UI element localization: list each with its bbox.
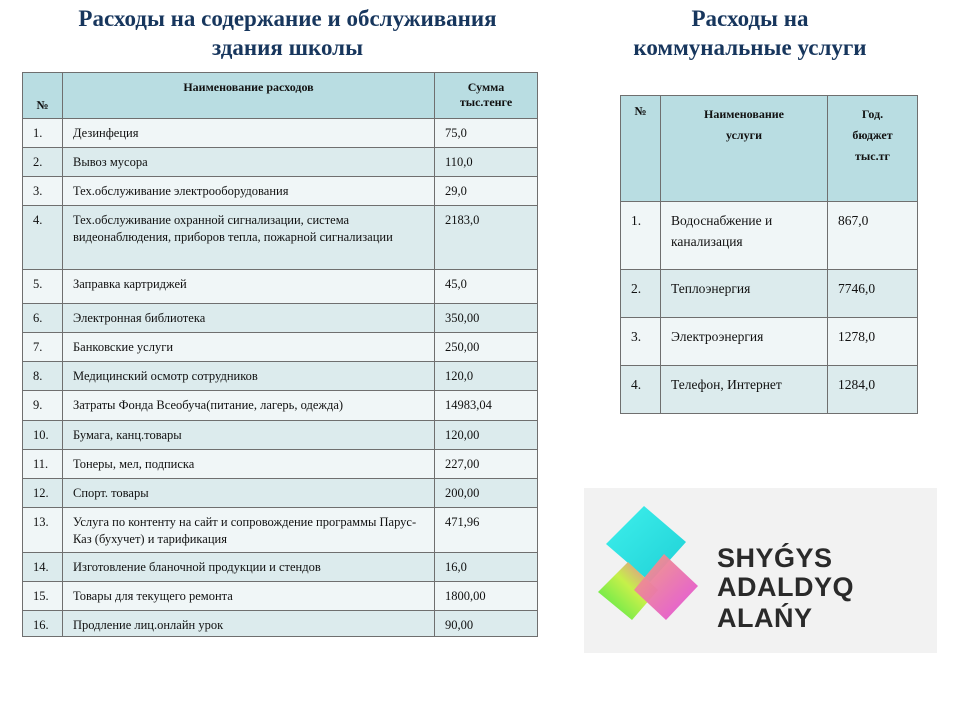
- row-service-budget-cell: [828, 366, 918, 414]
- header-num: №: [621, 96, 661, 202]
- header-budget-line3: тыс.тг: [855, 149, 890, 163]
- row-expense-sum: 2183,0: [445, 213, 480, 227]
- right-title-line1: Расходы на: [691, 6, 809, 31]
- table-row: [23, 553, 538, 582]
- row-number-cell: [23, 362, 63, 391]
- row-number: 4.: [33, 213, 43, 227]
- row-expense-sum-cell: [435, 553, 538, 582]
- table-row: [23, 362, 538, 391]
- row-expense-name: Заправка картриджей: [73, 277, 187, 291]
- row-expense-name: Тех.обслуживание охранной сигнализации, система видеонаблюдения, приборов тепла, пожарной сигнализации: [73, 213, 393, 244]
- logo-banner: [584, 488, 937, 653]
- row-expense-name-cell: [63, 421, 435, 450]
- row-expense-name-cell: [63, 148, 435, 177]
- row-expense-sum: 200,00: [445, 486, 480, 500]
- row-expense-name: Тонеры, мел, подписка: [73, 457, 195, 471]
- table-row: [23, 479, 538, 508]
- row-expense-sum: 90,00: [445, 618, 474, 632]
- row-number: 4.: [631, 377, 642, 392]
- header-name-line1: Наименование: [704, 107, 784, 121]
- row-expense-name: Бумага, канц.товары: [73, 428, 182, 442]
- row-expense-sum: 471,96: [445, 515, 480, 529]
- row-expense-name-cell: [63, 177, 435, 206]
- table-row: [621, 318, 918, 366]
- row-expense-sum-cell: [435, 611, 538, 637]
- row-expense-name: Услуга по контенту на сайт и сопровождение программы Парус-Каз (бухучет) и тарификация: [73, 515, 417, 546]
- table-row: [23, 177, 538, 206]
- row-expense-name: Вывоз мусора: [73, 155, 148, 169]
- maintenance-expenses-table: [22, 72, 538, 637]
- row-expense-sum: 45,0: [445, 277, 467, 291]
- row-service-budget: 7746,0: [838, 281, 876, 296]
- row-number-cell: [23, 148, 63, 177]
- row-number-cell: [621, 202, 661, 270]
- table-row: [23, 450, 538, 479]
- row-service-budget: 867,0: [838, 213, 869, 228]
- row-number-cell: [23, 391, 63, 421]
- row-service-budget-cell: [828, 318, 918, 366]
- row-expense-sum-cell: [435, 479, 538, 508]
- row-service-budget-cell: [828, 202, 918, 270]
- row-number: 7.: [33, 340, 43, 354]
- left-title-line1: Расходы на содержание и обслуживания: [78, 6, 497, 31]
- row-number: 1.: [631, 213, 642, 228]
- row-number-cell: [621, 366, 661, 414]
- row-expense-sum: 1800,00: [445, 589, 486, 603]
- row-expense-name-cell: [63, 582, 435, 611]
- row-expense-sum: 350,00: [445, 311, 480, 325]
- row-expense-sum-cell: [435, 362, 538, 391]
- row-number: 2.: [631, 281, 642, 296]
- row-expense-sum-cell: [435, 450, 538, 479]
- table-row: [23, 391, 538, 421]
- table-row: [23, 206, 538, 270]
- header-name: Наименование расходов: [63, 73, 435, 119]
- row-service-name: Теплоэнергия: [671, 281, 751, 296]
- row-expense-name-cell: [63, 479, 435, 508]
- row-number-cell: [23, 450, 63, 479]
- row-number-cell: [23, 479, 63, 508]
- row-number: 5.: [33, 277, 43, 291]
- row-number: 15.: [33, 589, 49, 603]
- row-number: 3.: [33, 184, 43, 198]
- row-number: 11.: [33, 457, 49, 471]
- row-service-budget: 1278,0: [838, 329, 876, 344]
- row-expense-sum-cell: [435, 206, 538, 270]
- table-row: [23, 611, 538, 637]
- row-number-cell: [23, 582, 63, 611]
- row-expense-name-cell: [63, 362, 435, 391]
- row-service-name-cell: [661, 270, 828, 318]
- row-expense-sum-cell: [435, 148, 538, 177]
- row-number-cell: [23, 553, 63, 582]
- row-number: 13.: [33, 515, 49, 529]
- row-expense-name: Затраты Фонда Всеобуча(питание, лагерь, одежда): [73, 398, 344, 412]
- row-service-name-cell: [661, 202, 828, 270]
- row-expense-sum: 110,0: [445, 155, 473, 169]
- row-expense-name-cell: [63, 333, 435, 362]
- row-number: 10.: [33, 428, 49, 442]
- header-num: №: [23, 73, 63, 119]
- row-expense-sum-cell: [435, 304, 538, 333]
- row-expense-sum: 120,0: [445, 369, 474, 383]
- row-number: 8.: [33, 369, 43, 383]
- row-number: 1.: [33, 126, 43, 140]
- table-header-row: [621, 96, 918, 202]
- row-service-name-cell: [661, 366, 828, 414]
- row-expense-sum: 16,0: [445, 560, 467, 574]
- row-number: 14.: [33, 560, 49, 574]
- row-expense-sum-cell: [435, 270, 538, 304]
- row-expense-sum-cell: [435, 333, 538, 362]
- row-expense-sum: 120,00: [445, 428, 480, 442]
- row-expense-name: Банковские услуги: [73, 340, 174, 354]
- row-service-name: Телефон, Интернет: [671, 377, 782, 392]
- row-expense-name-cell: [63, 391, 435, 421]
- table-row: [621, 366, 918, 414]
- row-service-name-cell: [661, 318, 828, 366]
- row-expense-sum-cell: [435, 421, 538, 450]
- header-sum: [435, 73, 538, 119]
- row-number: 16.: [33, 618, 49, 632]
- header-budget: [828, 96, 918, 202]
- row-number-cell: [621, 270, 661, 318]
- table-row: [23, 582, 538, 611]
- logo-mark-icon: [594, 502, 704, 632]
- row-expense-name-cell: [63, 270, 435, 304]
- row-expense-sum: 75,0: [445, 126, 467, 140]
- table-row: [621, 270, 918, 318]
- header-budget-line1: Год.: [861, 107, 884, 121]
- row-number-cell: [23, 421, 63, 450]
- row-expense-sum-cell: [435, 582, 538, 611]
- row-expense-sum-cell: [435, 508, 538, 553]
- row-number-cell: [23, 304, 63, 333]
- row-number: 12.: [33, 486, 49, 500]
- row-expense-name: Продление лиц.онлайн урок: [73, 618, 224, 632]
- row-service-name: Водоснабжение и канализация: [671, 213, 773, 249]
- row-expense-sum: 227,00: [445, 457, 480, 471]
- table-row: [23, 304, 538, 333]
- row-expense-name-cell: [63, 553, 435, 582]
- logo-text-line2: ADALDYQ ALAŃY: [717, 572, 854, 633]
- row-expense-name-cell: [63, 206, 435, 270]
- row-expense-sum: 29,0: [445, 184, 467, 198]
- row-expense-name: Дезинфеция: [73, 126, 139, 140]
- row-expense-name-cell: [63, 119, 435, 148]
- right-table-title: [600, 4, 900, 62]
- row-service-name: Электроэнергия: [671, 329, 764, 344]
- row-number-cell: [23, 333, 63, 362]
- row-expense-name-cell: [63, 508, 435, 553]
- table-row: [23, 119, 538, 148]
- left-title-line2: здания школы: [211, 35, 364, 60]
- header-budget-line2: бюджет: [852, 128, 893, 142]
- row-number: 2.: [33, 155, 43, 169]
- row-number: 3.: [631, 329, 642, 344]
- row-expense-sum: 250,00: [445, 340, 480, 354]
- utilities-expenses-table: [620, 95, 918, 414]
- row-number: 6.: [33, 311, 43, 325]
- row-expense-name-cell: [63, 450, 435, 479]
- row-expense-sum: 14983,04: [445, 398, 492, 412]
- row-expense-name: Электронная библиотека: [73, 311, 206, 325]
- table-row: [23, 508, 538, 553]
- row-expense-name: Товары для текущего ремонта: [73, 589, 233, 603]
- row-expense-sum-cell: [435, 119, 538, 148]
- table-row: [23, 148, 538, 177]
- table-row: [23, 333, 538, 362]
- header-sum-line1: Сумма: [467, 80, 505, 94]
- row-expense-name-cell: [63, 304, 435, 333]
- left-table-title: [20, 4, 555, 62]
- logo-text-line1: SHYǴYS: [717, 543, 833, 573]
- row-number-cell: [23, 508, 63, 553]
- right-title-line2: коммунальные услуги: [633, 35, 867, 60]
- row-expense-name: Медицинский осмотр сотрудников: [73, 369, 258, 383]
- row-number-cell: [621, 318, 661, 366]
- header-name: [661, 96, 828, 202]
- row-service-budget: 1284,0: [838, 377, 876, 392]
- row-expense-name: Изготовление бланочной продукции и стендов: [73, 560, 321, 574]
- row-number-cell: [23, 177, 63, 206]
- table-row: [23, 270, 538, 304]
- table-row: [621, 202, 918, 270]
- row-number: 9.: [33, 398, 43, 412]
- row-expense-name: Спорт. товары: [73, 486, 149, 500]
- header-sum-line2: тыс.тенге: [459, 95, 513, 109]
- table-row: [23, 421, 538, 450]
- row-expense-sum-cell: [435, 391, 538, 421]
- row-service-budget-cell: [828, 270, 918, 318]
- row-number-cell: [23, 270, 63, 304]
- header-name-line2: услуги: [725, 128, 763, 142]
- row-expense-sum-cell: [435, 177, 538, 206]
- row-expense-name-cell: [63, 611, 435, 637]
- row-number-cell: [23, 206, 63, 270]
- table-header-row: [23, 73, 538, 119]
- row-number-cell: [23, 611, 63, 637]
- row-number-cell: [23, 119, 63, 148]
- row-expense-name: Тех.обслуживание электрооборудования: [73, 184, 289, 198]
